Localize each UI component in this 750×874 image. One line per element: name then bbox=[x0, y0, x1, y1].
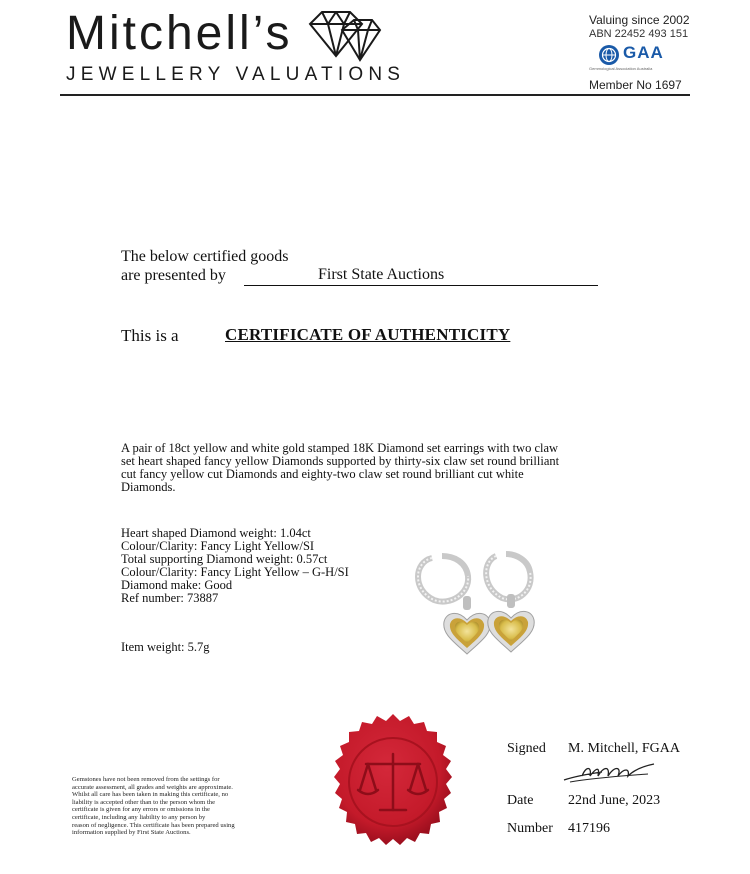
earrings-photo bbox=[410, 550, 560, 660]
spec-item: Total supporting Diamond weight: 0.57ct bbox=[121, 552, 328, 566]
description-line: cut fancy yellow cut Diamonds and eighty-two claw set round brilliant cut white bbox=[121, 467, 524, 481]
description-line: set heart shaped fancy yellow Diamonds supported by thirty-six claw set round brilliant bbox=[121, 454, 560, 468]
specs-list bbox=[121, 527, 349, 605]
gaa-globe-icon bbox=[598, 44, 620, 66]
valuing-since: Valuing since 2002 bbox=[589, 13, 690, 27]
diamond-icon bbox=[302, 8, 382, 64]
spec-item: Ref number: 73887 bbox=[121, 591, 219, 605]
handwritten-signature bbox=[562, 760, 656, 786]
certificate-prefix: This is a bbox=[121, 326, 179, 345]
header-divider bbox=[60, 94, 690, 96]
presenter-underline bbox=[244, 285, 598, 286]
signed-label: Signed bbox=[507, 741, 546, 756]
spec-item: Heart shaped Diamond weight: 1.04ct bbox=[121, 526, 311, 540]
date-value: 22nd June, 2023 bbox=[568, 793, 661, 808]
description bbox=[121, 442, 631, 494]
description-line: A pair of 18ct yellow and white gold stamped 18K Diamond set earrings with two claw bbox=[121, 441, 559, 455]
gaa-logo-text: GAA bbox=[623, 43, 664, 62]
number-value: 417196 bbox=[568, 821, 610, 836]
number-label: Number bbox=[507, 821, 553, 836]
disclaimer bbox=[72, 776, 282, 837]
disclaimer-line: accurate assessment, all grades and weights are approximate. bbox=[72, 783, 233, 791]
intro-line-1: The below certified goods bbox=[121, 248, 289, 265]
signed-value: M. Mitchell, FGAA bbox=[568, 741, 680, 756]
item-weight: Item weight: 5.7g bbox=[121, 640, 210, 654]
date-label: Date bbox=[507, 793, 534, 808]
wax-seal bbox=[318, 712, 468, 862]
disclaimer-line: information supplied by First State Auctions. bbox=[72, 829, 191, 837]
spec-item: Diamond make: Good bbox=[121, 578, 233, 592]
disclaimer-line: reason of negligence. This certificate has been prepared using bbox=[72, 821, 235, 829]
member-number: Member No 1697 bbox=[589, 78, 682, 92]
brand-subtitle: JEWELLERY VALUATIONS bbox=[66, 64, 406, 85]
gaa-subtitle: Gemmological Association Australia bbox=[589, 66, 653, 71]
disclaimer-line: certificate is given for any errors or omissions in the bbox=[72, 806, 210, 814]
abn-number: ABN 22452 493 151 bbox=[589, 28, 689, 40]
presenter-name: First State Auctions bbox=[318, 266, 445, 283]
spec-item: Colour/Clarity: Fancy Light Yellow/SI bbox=[121, 539, 315, 553]
disclaimer-line: certificate, including any liability to any person by bbox=[72, 813, 206, 821]
intro-line-2: are presented by bbox=[121, 267, 226, 284]
disclaimer-line: Gemstones have not been removed from the settings for bbox=[72, 776, 220, 783]
spec-item: Colour/Clarity: Fancy Light Yellow – G-H/SI bbox=[121, 565, 349, 579]
disclaimer-line: Whilst all care has been taken in making this certificate, no bbox=[72, 791, 229, 799]
disclaimer-line: liability is accepted other than to the person whom the bbox=[72, 798, 216, 806]
brand-name: Mitchell’s bbox=[66, 7, 293, 60]
certificate-title: CERTIFICATE OF AUTHENTICITY bbox=[225, 325, 511, 344]
description-line: Diamonds. bbox=[121, 480, 176, 494]
